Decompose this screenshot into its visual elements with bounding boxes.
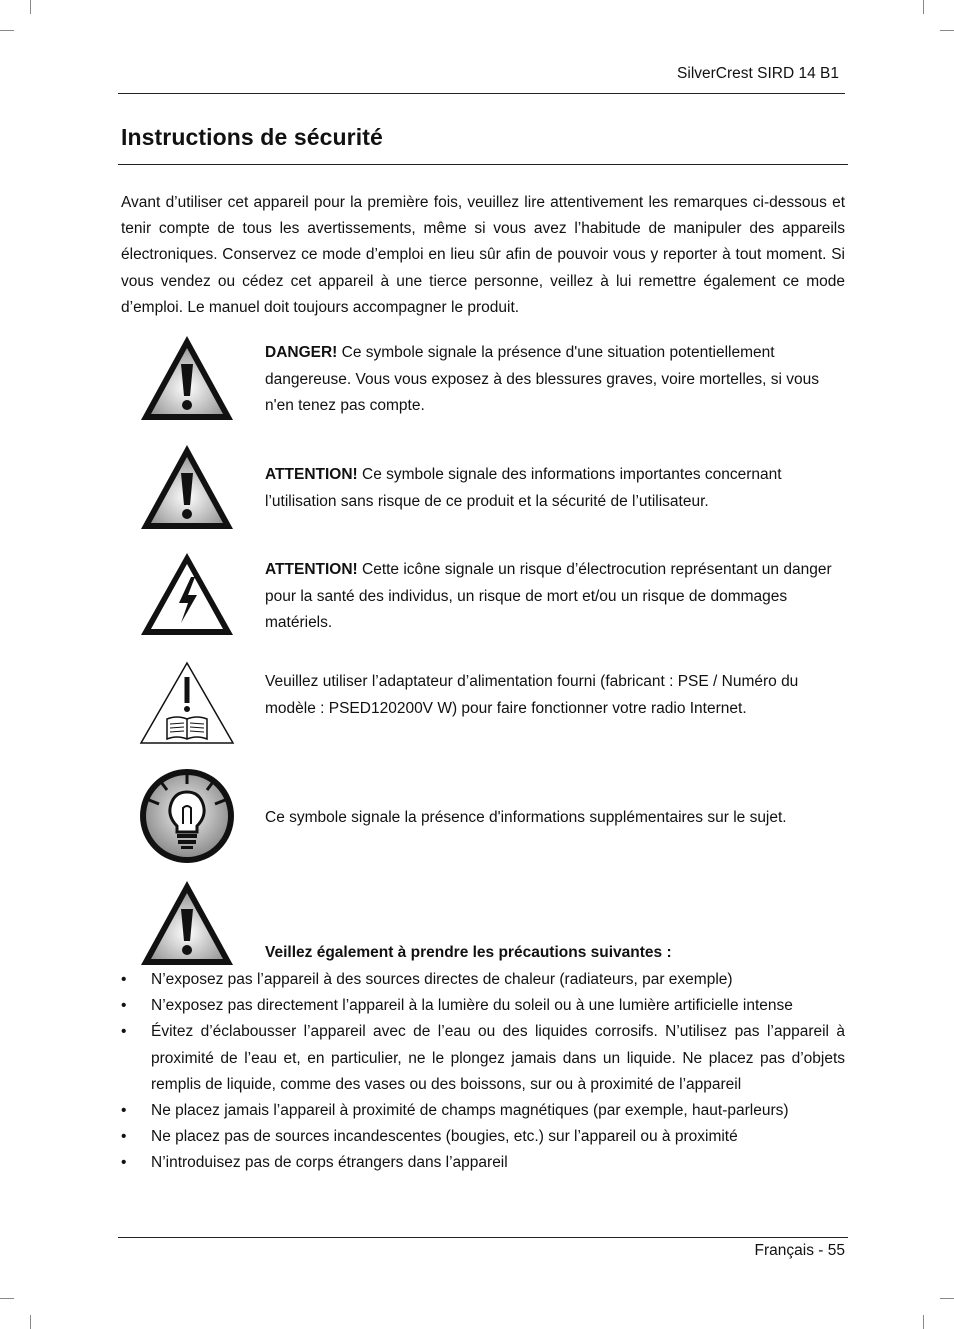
page-footer <box>755 1242 845 1260</box>
product-title: SilverCrest SIRD 14 B1 <box>677 65 839 82</box>
bullet-glyph: • <box>121 1154 127 1172</box>
crop-mark <box>0 1298 14 1299</box>
bullet-glyph: • <box>121 1102 127 1120</box>
crop-mark <box>923 0 924 14</box>
electric-attention-label: ATTENTION! <box>265 561 358 578</box>
bullet-glyph: • <box>121 997 127 1015</box>
precautions-list <box>121 967 845 1177</box>
section-title: Instructions de sécurité <box>121 124 383 150</box>
title-divider <box>118 164 848 165</box>
info-notice: Ce symbole signale la présence d'informations supplémentaires sur le sujet. <box>265 809 787 826</box>
crop-mark <box>940 30 954 31</box>
bullet-glyph: • <box>121 1128 127 1146</box>
read-manual-icon <box>139 661 235 745</box>
precautions-heading: Veillez également à prendre les précautions suivantes : <box>265 944 672 961</box>
warning-triangle-icon <box>139 879 235 967</box>
list-item: • N’exposez pas directement l’appareil à la lumière du soleil ou à une lumière artificielle intense <box>121 993 845 1019</box>
crop-mark <box>940 1298 954 1299</box>
list-item: • N’introduisez pas de corps étrangers dans l’appareil <box>121 1150 845 1176</box>
warning-triangle-icon <box>139 334 235 422</box>
power-adapter-notice: Veuillez utiliser l’adaptateur d’alimentation fourni (fabricant : PSE / Numéro du modèle : PSED120200V W) pour faire fonctionner votre radio Internet. <box>265 673 799 717</box>
list-item: • Ne placez jamais l’appareil à proximité de champs magnétiques (par exemple, haut-parleurs) <box>121 1098 845 1124</box>
warning-triangle-icon <box>139 443 235 531</box>
attention-notice: ATTENTION! Ce symbole signale des informations importantes concernant l’utilisation sans risque de ce produit et la sécurité de l’utilisateur. <box>265 466 782 510</box>
danger-notice: DANGER! Ce symbole signale la présence d'une situation potentiellement dangereuse. Vous vous exposez à des blessures graves, voire mortelles, si vous n'en tenez pas compte. <box>265 344 819 414</box>
danger-label: DANGER! <box>265 344 338 361</box>
crop-mark <box>30 1315 31 1329</box>
list-item: • Évitez d’éclabousser l’appareil avec de l’eau ou des liquides corrosifs. N’utilisez pas l’appareil à proximité de l’eau et, en particulier, ne le plongez jamais dans un liquide. Ne placez pas d’objets remplis de liquide, comme des vases ou des boissons, sur ou à proximité de l’appareil <box>121 1019 845 1098</box>
footer-language: Français <box>754 1242 814 1259</box>
page-number: 55 <box>827 1242 845 1259</box>
page-header <box>118 64 845 94</box>
attention-label: ATTENTION! <box>265 466 358 483</box>
crop-mark <box>923 1315 924 1329</box>
list-item: • Ne placez pas de sources incandescentes (bougies, etc.) sur l’appareil ou à proximité <box>121 1124 845 1150</box>
bullet-glyph: • <box>121 971 127 988</box>
lightbulb-icon <box>139 768 235 864</box>
intro-paragraph: Avant d’utiliser cet appareil pour la première fois, veuillez lire attentivement les remarques ci-dessous et tenir compte de tous les avertissements, même si vous avez l’habitude de manipuler des appareils électroniques. Conservez ce mode d’emploi en lieu sûr afin de pouvoir vous y reporter à tout moment. Si vous vendez ou cédez cet appareil à une tierce personne, veillez à lui remettre également ce mode d’emploi. Le manuel doit toujours accompagner le produit. <box>121 194 845 316</box>
crop-mark <box>30 0 31 14</box>
list-item: • N’exposez pas l’appareil à des sources directes de chaleur (radiateurs, par exemple) <box>121 967 845 993</box>
footer-separator: - <box>818 1242 824 1259</box>
bullet-glyph: • <box>121 1023 127 1041</box>
footer-divider <box>118 1237 848 1238</box>
electric-shock-icon <box>139 551 235 637</box>
electric-shock-notice: ATTENTION! Cette icône signale un risque d’électrocution représentant un danger pour la santé des individus, un risque de mort et/ou un risque de dommages matériels. <box>265 561 832 631</box>
crop-mark <box>0 30 14 31</box>
